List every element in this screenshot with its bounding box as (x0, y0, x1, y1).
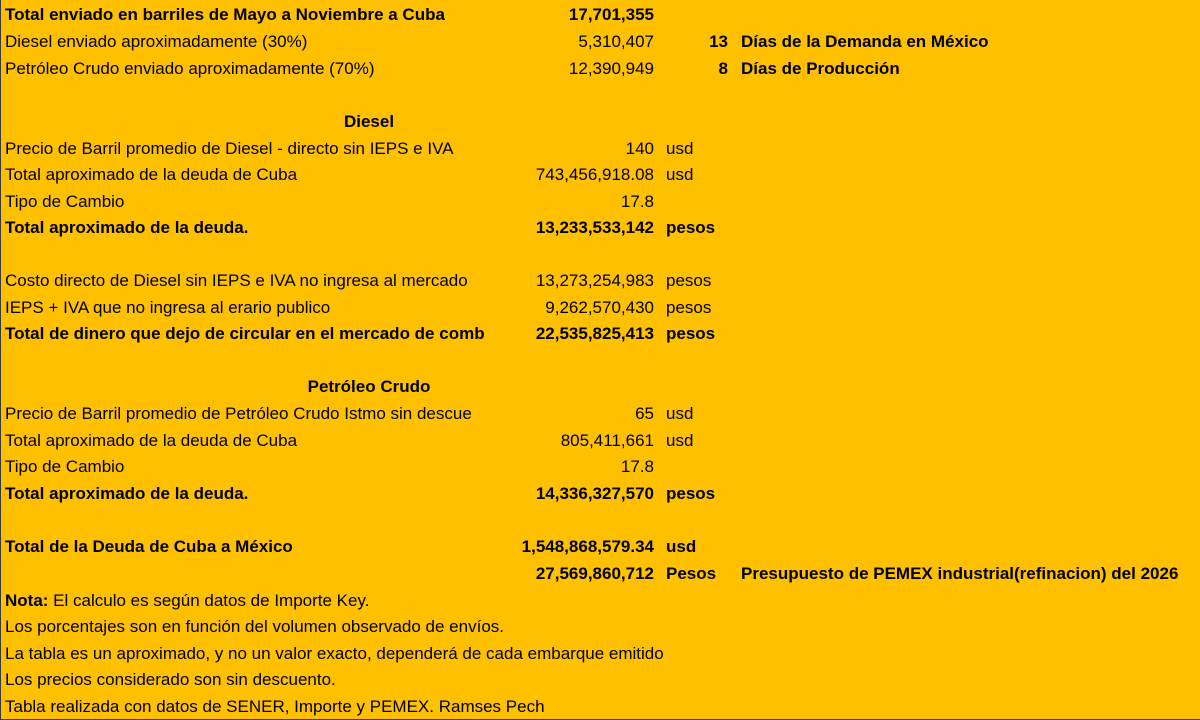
crudo-section-heading[interactable]: Petróleo Crudo (307, 377, 431, 396)
row-diesel-fx (1, 189, 1200, 215)
total-shipped-value[interactable]: 17,701,355 (568, 5, 654, 24)
row-crudo-fx (1, 454, 1200, 480)
diesel-fx-label[interactable]: Tipo de Cambio (5, 192, 125, 211)
crudo-debt-value[interactable]: 805,411,661 (560, 431, 654, 450)
diesel-section-heading[interactable]: Diesel (343, 112, 395, 131)
diesel-ieps-unit[interactable]: pesos (666, 298, 712, 317)
grand-total-usd-value[interactable]: 1,548,868,579.34 (521, 537, 654, 556)
row-grand-total-pesos (1, 561, 1200, 587)
row-diesel-direct-cost (1, 268, 1200, 294)
diesel-total-unit[interactable]: pesos (666, 218, 716, 237)
row-diesel-price (1, 136, 1200, 162)
diesel-direct-cost-label[interactable]: Costo directo de Diesel sin IEPS e IVA no ingresa al mercado (5, 271, 468, 290)
note-line-4[interactable]: Los precios considerado son sin descuento. (5, 670, 336, 689)
diesel-total-value[interactable]: 13,233,533,142 (535, 218, 654, 237)
row-diesel-heading (1, 109, 1200, 135)
row-crudo-heading (1, 374, 1200, 400)
diesel-ieps-value[interactable]: 9,262,570,430 (545, 298, 654, 317)
crudo-days-number[interactable]: 8 (718, 59, 728, 78)
grand-total-pesos-value[interactable]: 27,569,860,712 (535, 564, 654, 583)
diesel-fx-value[interactable]: 17.8 (620, 192, 654, 211)
diesel-direct-cost-unit[interactable]: pesos (666, 271, 712, 290)
crudo-fx-label[interactable]: Tipo de Cambio (5, 457, 125, 476)
row-crudo-price (1, 401, 1200, 427)
note-line-2[interactable]: Los porcentajes son en función del volumen observado de envíos. (5, 617, 504, 636)
crudo-fx-value[interactable]: 17.8 (620, 457, 654, 476)
diesel-shipped-value[interactable]: 5,310,407 (578, 32, 654, 51)
crudo-debt-label[interactable]: Total aproximado de la deuda de Cuba (5, 431, 298, 450)
crudo-total-unit[interactable]: pesos (666, 484, 716, 503)
row-total-shipped (1, 2, 1200, 28)
diesel-total-label[interactable]: Total aproximado de la deuda. (5, 218, 249, 237)
diesel-ieps-label[interactable]: IEPS + IVA que no ingresa al erario publico (5, 298, 331, 317)
diesel-price-unit[interactable]: usd (666, 139, 694, 158)
note-line-5[interactable]: Tabla realizada con datos de SENER, Importe y PEMEX. Ramses Pech (5, 697, 545, 716)
crudo-shipped-label[interactable]: Petróleo Crudo enviado aproximadamente (70%) (5, 59, 375, 78)
diesel-price-value[interactable]: 140 (625, 139, 654, 158)
diesel-circulation-unit[interactable]: pesos (666, 324, 716, 343)
diesel-circulation-value[interactable]: 22,535,825,413 (535, 324, 654, 343)
diesel-price-label[interactable]: Precio de Barril promedio de Diesel - directo sin IEPS e IVA (5, 139, 454, 158)
note-prefix: Nota: (5, 591, 49, 610)
total-shipped-label[interactable]: Total enviado en barriles de Mayo a Noviembre a Cuba (5, 5, 445, 24)
row-crudo-debt (1, 428, 1200, 454)
row-diesel-total (1, 215, 1200, 241)
note-line-3[interactable]: La tabla es un aproximado, y no un valor exacto, dependerá de cada embarque emitido (5, 644, 664, 663)
crudo-shipped-value[interactable]: 12,390,949 (568, 59, 654, 78)
row-note-3 (1, 641, 1200, 667)
row-diesel-shipped (1, 29, 1200, 55)
diesel-debt-unit[interactable]: usd (666, 165, 694, 184)
row-note-1 (1, 588, 1200, 614)
crudo-price-label[interactable]: Precio de Barril promedio de Petróleo Crudo Istmo sin descue (5, 404, 472, 423)
crudo-price-value[interactable]: 65 (635, 404, 654, 423)
crudo-days-label[interactable]: Días de Producción (741, 59, 900, 78)
row-note-2 (1, 614, 1200, 640)
crudo-price-unit[interactable]: usd (666, 404, 694, 423)
row-diesel-debt (1, 162, 1200, 188)
row-note-4 (1, 667, 1200, 693)
diesel-debt-value[interactable]: 743,456,918.08 (535, 165, 654, 184)
note-text: El calculo es según datos de Importe Key. (48, 591, 370, 610)
row-crudo-shipped (1, 56, 1200, 82)
diesel-days-number[interactable]: 13 (709, 32, 728, 51)
grand-total-pesos-unit[interactable]: Pesos (666, 564, 717, 583)
row-diesel-ieps (1, 295, 1200, 321)
diesel-circulation-label[interactable]: Total de dinero que dejo de circular en el mercado de comb (5, 324, 485, 343)
row-diesel-circulation (1, 321, 1200, 347)
crudo-total-label[interactable]: Total aproximado de la deuda. (5, 484, 249, 503)
diesel-direct-cost-value[interactable]: 13,273,254,983 (535, 271, 654, 290)
row-note-5 (1, 694, 1200, 720)
row-grand-total-usd (1, 534, 1200, 560)
diesel-debt-label[interactable]: Total aproximado de la deuda de Cuba (5, 165, 298, 184)
crudo-debt-unit[interactable]: usd (666, 431, 694, 450)
diesel-shipped-label[interactable]: Diesel enviado aproximadamente (30%) (5, 32, 308, 51)
crudo-total-value[interactable]: 14,336,327,570 (535, 484, 654, 503)
row-crudo-total (1, 481, 1200, 507)
note-line-1[interactable] (5, 588, 369, 614)
grand-total-usd-unit[interactable]: usd (666, 537, 697, 556)
pemex-budget-note[interactable]: Presupuesto de PEMEX industrial(refinacion) del 2026 (741, 564, 1179, 583)
grand-total-label[interactable]: Total de la Deuda de Cuba a México (5, 537, 293, 556)
diesel-days-label[interactable]: Días de la Demanda en México (741, 32, 989, 51)
